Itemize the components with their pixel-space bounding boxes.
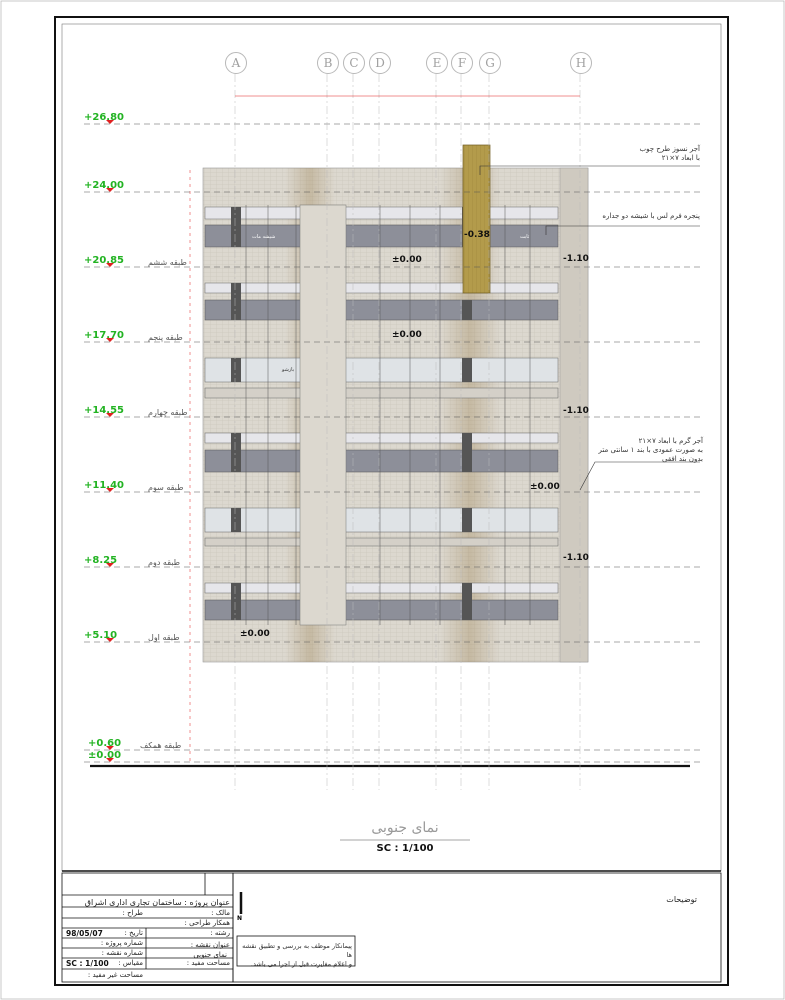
mark-minus-1-10-c: -1.10 <box>563 553 589 563</box>
wood-brick-column <box>463 145 490 293</box>
level-value-8-25: +8.25 <box>84 555 118 566</box>
level-name-ground: طبقه همکف <box>140 741 182 750</box>
level-name-4: طبقه چهارم <box>148 408 188 417</box>
window-label-fixed: ثابت <box>520 234 530 240</box>
drawing-scale: SC : 1/100 <box>376 843 434 854</box>
grid-bubble-b: B <box>317 52 339 74</box>
tb-scale-label: مقیاس : <box>118 959 143 967</box>
tb-sheet-no: شماره نقشه : <box>101 949 143 957</box>
level-value-17-70: +17.70 <box>84 330 125 341</box>
tb-project: عنوان پروژه : ساختمان تجاری اداری اشراق <box>84 898 230 907</box>
grid-bubble-g: G <box>479 52 501 74</box>
level-name-5: طبقه پنجم <box>148 333 183 342</box>
level-value-14-55: +14.55 <box>84 405 125 416</box>
tb-discipline: رشته : <box>210 929 230 937</box>
tb-notes-line-1: پیمانکار موظف به بررسی و تطبیق نقشه ها <box>242 942 352 959</box>
level-name-6: طبقه ششم <box>148 258 187 267</box>
mark-minus-1-10-b: -1.10 <box>563 406 589 416</box>
title-block-frame <box>62 873 721 982</box>
note-red-brick-line-1: آجر گرم با ابعاد ۷×۲۱ <box>638 437 703 445</box>
window-label-operable: بازشو <box>282 367 295 373</box>
tb-notes-line-2: و اعلام مغایرت قبل از اجرا می باشد. <box>250 960 352 968</box>
note-red-brick-line-2: به صورت عمودی با بند ۱ سانتی متر <box>598 446 703 454</box>
note-window: پنجره فرم لس با شیشه دو جداره <box>602 212 700 220</box>
tb-scale-value: SC : 1/100 <box>66 959 109 968</box>
tb-sheet-title-label: عنوان نقشه : <box>190 941 230 949</box>
grid-bubble-e: E <box>426 52 448 74</box>
window-label-frosted: شیشه مات <box>252 234 276 240</box>
tb-non-useful-area: مساحت غیر مفید : <box>87 971 143 979</box>
note-wood-brick-line-1: آجر نسوز طرح چوب <box>639 145 700 153</box>
tb-useful-area: مساحت مفید : <box>186 959 230 967</box>
tb-notes-heading: توضیحات <box>666 895 697 904</box>
tb-owner: مالک : <box>211 909 230 917</box>
mark-0-00-b: ±0.00 <box>392 330 422 340</box>
level-value-11-40: +11.40 <box>84 480 125 491</box>
level-value-0-00: ±0.00 <box>88 750 122 761</box>
level-name-1: طبقه اول <box>148 633 180 642</box>
level-name-3: طبقه سوم <box>148 483 184 492</box>
grid-bubble-h: H <box>570 52 592 74</box>
level-name-2: طبقه دوم <box>148 558 181 567</box>
note-red-brick-line-3: بدون بند افقی <box>662 455 703 463</box>
tb-project-no: شماره پروژه : <box>100 939 143 947</box>
mark-0-00-c: ±0.00 <box>530 482 560 492</box>
grid-bubble-c: C <box>343 52 365 74</box>
level-value-26-80: +26.80 <box>84 112 125 123</box>
grid-bubble-f: F <box>451 52 473 74</box>
mark-minus-1-10-a: -1.10 <box>563 254 589 264</box>
tb-date-value: 98/05/07 <box>66 929 103 938</box>
note-wood-brick-line-2: با ابعاد ۷×۲۱ <box>661 154 700 162</box>
drawing-title: نمای جنوبی <box>371 820 439 836</box>
tb-notes-text <box>240 942 352 969</box>
mark-minus-0-38: -0.38 <box>464 230 490 240</box>
mark-0-00-d: ±0.00 <box>240 629 270 639</box>
level-value-24-00: +24.00 <box>84 180 125 191</box>
tb-designer: طراح : <box>122 909 143 917</box>
mark-0-00-a: ±0.00 <box>392 255 422 265</box>
grid-bubble-d: D <box>369 52 391 74</box>
tb-date-label: تاریخ : <box>124 929 143 937</box>
tb-collaborator: همکار طراحی : <box>184 919 230 927</box>
tb-north-mark: N <box>237 915 243 922</box>
level-value-5-10: +5.10 <box>84 630 118 641</box>
note-wood-brick <box>600 145 700 163</box>
grid-bubble-a: A <box>225 52 247 74</box>
level-value-20-85: +20.85 <box>84 255 125 266</box>
tb-sheet-title-value: نمای جنوبی <box>193 951 227 959</box>
level-value-0-60: +0.60 <box>88 738 122 749</box>
empty-bay <box>300 205 346 625</box>
note-red-brick <box>585 437 703 464</box>
